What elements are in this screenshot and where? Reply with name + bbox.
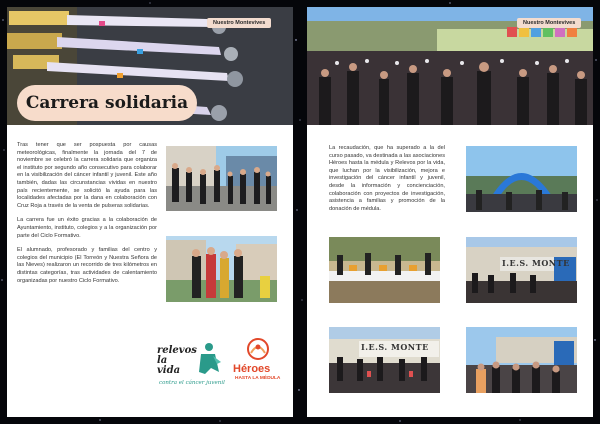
heroes-logo-text: Héroes — [233, 363, 271, 375]
stand-photo — [329, 237, 440, 303]
article-text-right — [329, 145, 445, 220]
left-page — [7, 7, 293, 417]
article-text-left — [17, 142, 157, 292]
building-crowd-photo — [329, 327, 440, 393]
relevos-tagline: contra el cáncer juvenil — [159, 380, 225, 386]
paragraph: El alumnado, profesorado y familias del centro y colegios del municipio (El Torreón y Nuestra Señora de las Nieves) realizaron un recorrido de tres kilómetros en distintas categorías, tras actividades de calentamiento organizadas por nuestro Ciclo Formativo. — [17, 247, 157, 284]
page-title: Carrera solidaria — [17, 85, 197, 121]
paragraph: La recaudación, que ha superado a la del curso pasado, va destinada a las asociaciones Héroes hasta la médula y Relevos por la vida, que luchan por la visibilización, mejora e investigación del cáncer infantil y juvenil, desde la información y concienciación, colaboración con proyectos de investigación, asistencia a familias y promoción de la donación de médula. — [329, 145, 445, 212]
school-sign-photo — [466, 237, 577, 303]
section-badge: Nuestro Montevives — [517, 18, 581, 28]
section-badge: Nuestro Montevives — [207, 18, 271, 28]
students-photo — [466, 327, 577, 393]
relevos-logo-text: relevos la vida — [157, 345, 197, 376]
right-page — [307, 7, 593, 417]
heroes-tagline: HASTA LA MÉDULA — [235, 376, 281, 381]
runners-photo — [166, 146, 277, 211]
paragraph: Tras tener que ser pospuesta por causas meteorológicas, finalmente la jornada del 7 de noviembre se celebró la carrera solidaria que organiza el instituto por segundo año consecutivo para colaborar en la visibilización del cáncer infantil y juvenil. Este año también, dadas las circunstancias vividas en nuestro país recientemente, se solicitó la ayuda para las localidades afectadas por la dana en colaboración con Cruz Roja a través de la venta de pulseras solidarias. — [17, 142, 157, 209]
arch-photo — [466, 146, 577, 212]
paragraph: La carrera fue un éxito gracias a la colaboración de Ayuntamiento, instituto, colegios y a la organización por parte del Ciclo Formativo. — [17, 217, 157, 239]
school-sign-text: I.E.S. MONTE — [361, 342, 429, 352]
school-sign-text: I.E.S. MONTE — [502, 258, 570, 268]
relevos-figure-icon — [193, 342, 223, 376]
heroes-emblem-icon — [229, 337, 287, 365]
relevos-logo — [157, 340, 227, 392]
group-photo — [166, 236, 277, 302]
heroes-logo — [229, 337, 287, 389]
